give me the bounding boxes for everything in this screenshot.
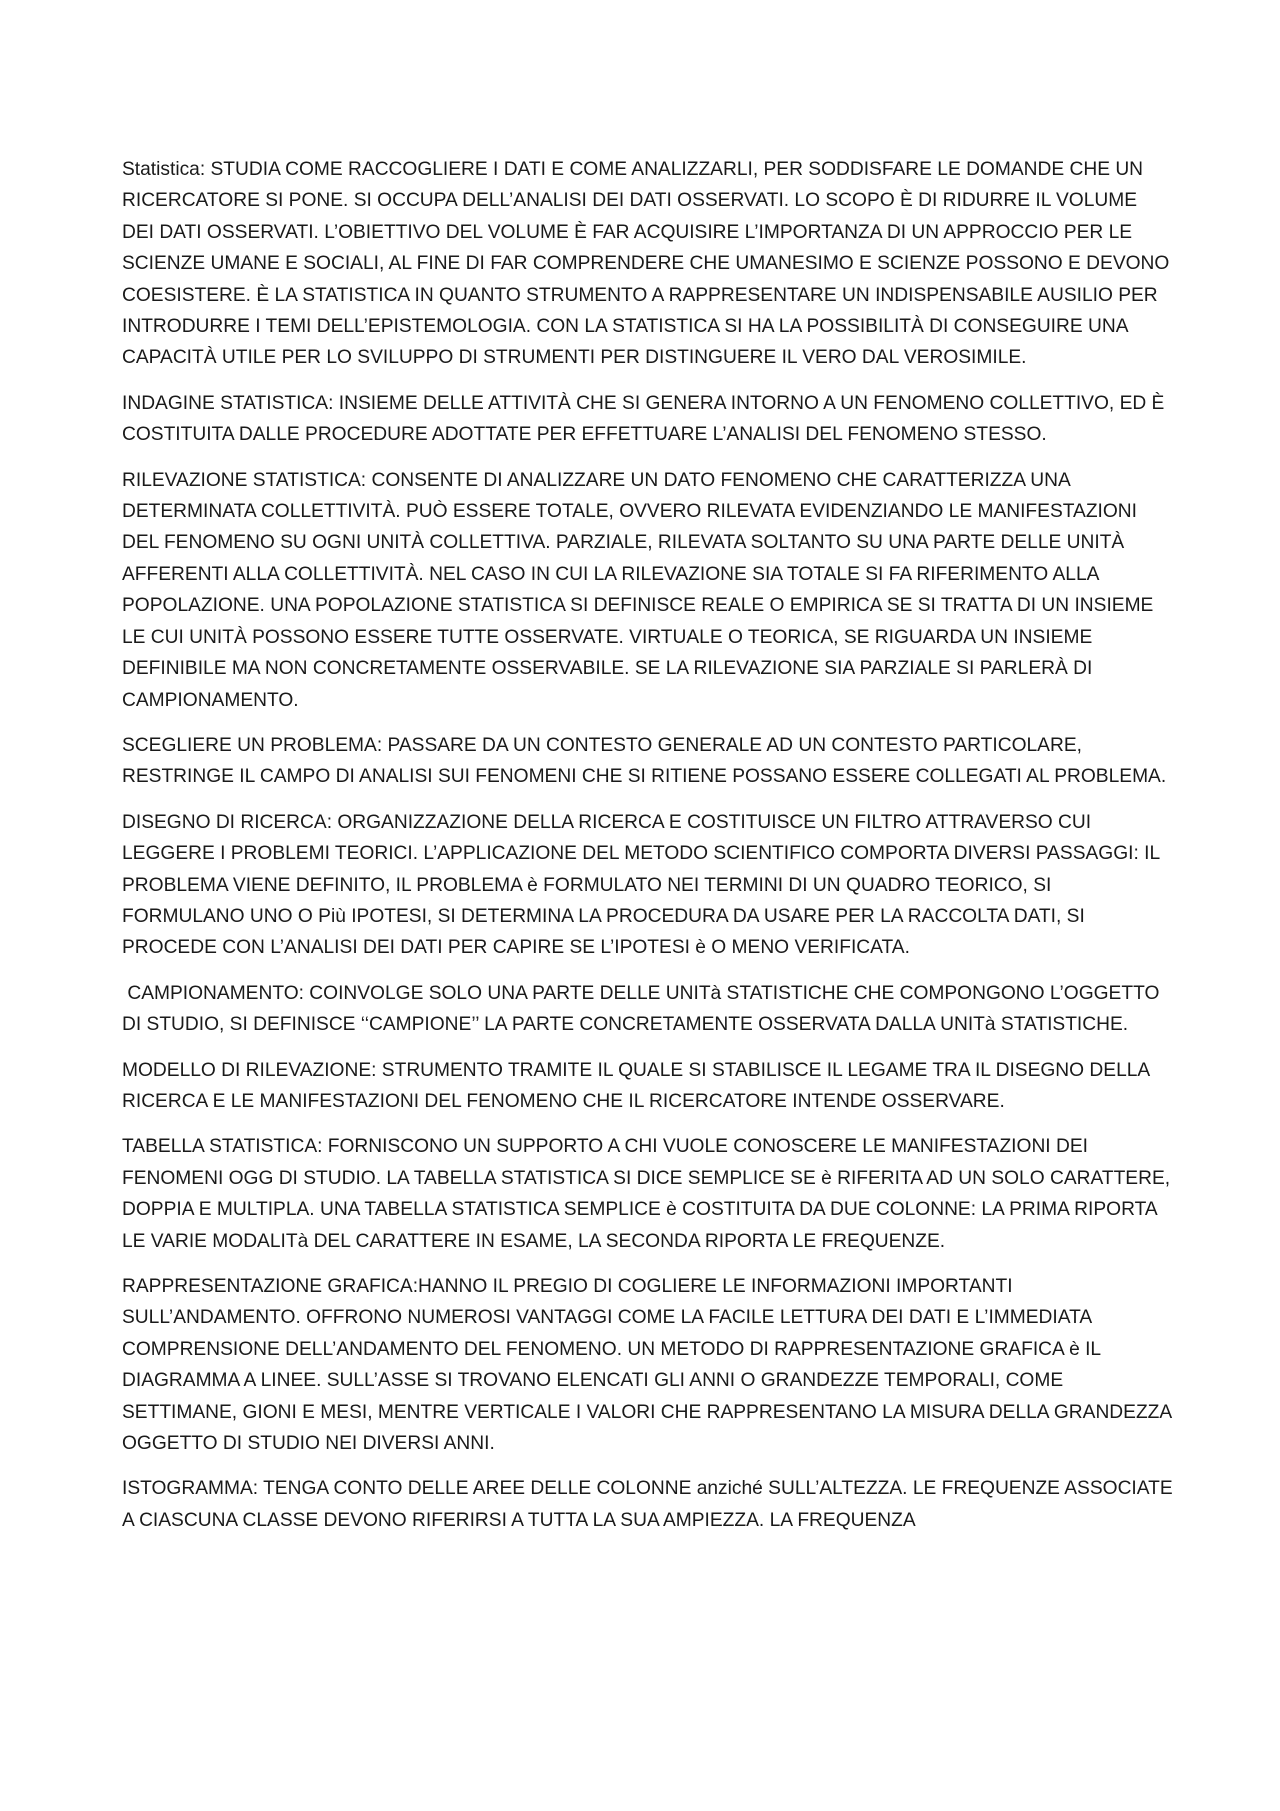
- paragraph-rappresentazione-grafica: RAPPRESENTAZIONE GRAFICA:HANNO IL PREGIO DI COGLIERE LE INFORMAZIONI IMPORTANTI SULL’ANDAMENTO. OFFRONO NUMEROSI VANTAGGI COME LA FACILE LETTURA DEI DATI E L’IMMEDIATA COMPRENSIONE DELL’ANDAMENTO DEL FENOMENO. UN METODO DI RAPPRESENTAZIONE GRAFICA è IL DIAGRAMMA A LINEE. SULL’ASSE SI TROVANO ELENCATI GLI ANNI O GRANDEZZE TEMPORALI, COME SETTIMANE, GIONI E MESI, MENTRE VERTICALE I VALORI CHE RAPPRESENTANO LA MISURA DELLA GRANDEZZA OGGETTO DI STUDIO NEI DIVERSI ANNI.: [122, 1276, 1177, 1455]
- paragraph-tabella-statistica: TABELLA STATISTICA: FORNISCONO UN SUPPORTO A CHI VUOLE CONOSCERE LE MANIFESTAZIONI DEI FENOMENI OGG DI STUDIO. LA TABELLA STATISTICA SI DICE SEMPLICE SE è RIFERITA AD UN SOLO CARATTERE, DOPPIA E MULTIPLA. UNA TABELLA STATISTICA SEMPLICE è COSTITUITA DA DUE COLONNE: LA PRIMA RIPORTA LE VARIE MODALITà DEL CARATTERE IN ESAME, LA SECONDA RIPORTA LE FREQUENZE.: [122, 1136, 1176, 1252]
- paragraph-istogramma: ISTOGRAMMA: TENGA CONTO DELLE AREE DELLE COLONNE anziché SULL’ALTEZZA. LE FREQUENZE ASSOCIATE A CIASCUNA CLASSE DEVONO RIFERIRSI A TUTTA LA SUA AMPIEZZA. LA FREQUENZA: [122, 1478, 1177, 1531]
- paragraph-disegno-di-ricerca: DISEGNO DI RICERCA: ORGANIZZAZIONE DELLA RICERCA E COSTITUISCE UN FILTRO ATTRAVERSO CUI LEGGERE I PROBLEMI TEORICI. L’APPLICAZIONE DEL METODO SCIENTIFICO COMPORTA DIVERSI PASSAGGI: IL PROBLEMA VIENE DEFINITO, IL PROBLEMA è FORMULATO NEI TERMINI DI UN QUADRO TEORICO, SI FORMULANO UNO O Più IPOTESI, SI DETERMINA LA PROCEDURA DA USARE PER LA RACCOLTA DATI, SI PROCEDE CON L’ANALISI DEI DATI PER CAPIRE SE L’IPOTESI è O MENO VERIFICATA.: [122, 811, 1165, 959]
- document-body: [122, 154, 1177, 1550]
- paragraph-campionamento: CAMPIONAMENTO: COINVOLGE SOLO UNA PARTE DELLE UNITà STATISTICHE CHE COMPONGONO L’OGGETTO DI STUDIO, SI DEFINISCE ‘‘CAMPIONE’’ LA PARTE CONCRETAMENTE OSSERVATA DALLA UNITà STATISTICHE.: [122, 982, 1165, 1036]
- paragraph-indagine-statistica: INDAGINE STATISTICA: INSIEME DELLE ATTIVITÀ CHE SI GENERA INTORNO A UN FENOMENO COLLETTIVO, ED È COSTITUITA DALLE PROCEDURE ADOTTATE PER EFFETTUARE L’ANALISI DEL FENOMENO STESSO.: [122, 392, 1170, 446]
- paragraph-statistica: Statistica: STUDIA COME RACCOGLIERE I DATI E COME ANALIZZARLI, PER SODDISFARE LE DOMANDE CHE UN RICERCATORE SI PONE. SI OCCUPA DELL’ANALISI DEI DATI OSSERVATI. LO SCOPO È DI RIDURRE IL VOLUME DEI DATI OSSERVATI. L’OBIETTIVO DEL VOLUME È FAR ACQUISIRE L’IMPORTANZA DI UN APPROCCIO PER LE SCIENZE UMANE E SOCIALI, AL FINE DI FAR COMPRENDERE CHE UMANESIMO E SCIENZE POSSONO E DEVONO COESISTERE. È LA STATISTICA IN QUANTO STRUMENTO A RAPPRESENTARE UN INDISPENSABILE AUSILIO PER INTRODURRE I TEMI DELL’EPISTEMOLOGIA. CON LA STATISTICA SI HA LA POSSIBILITÀ DI CONSEGUIRE UNA CAPACITÀ UTILE PER LO SVILUPPO DI STRUMENTI PER DISTINGUERE IL VERO DAL VEROSIMILE.: [122, 159, 1175, 369]
- paragraph-modello-di-rilevazione: MODELLO DI RILEVAZIONE: STRUMENTO TRAMITE IL QUALE SI STABILISCE IL LEGAME TRA IL DISEGNO DELLA RICERCA E LE MANIFESTAZIONI DEL FENOMENO CHE IL RICERCATORE INTENDE OSSERVARE.: [122, 1059, 1155, 1112]
- paragraph-rilevazione-statistica: RILEVAZIONE STATISTICA: CONSENTE DI ANALIZZARE UN DATO FENOMENO CHE CARATTERIZZA UNA DETERMINATA COLLETTIVITÀ. PUÒ ESSERE TOTALE, OVVERO RILEVATA EVIDENZIANDO LE MANIFESTAZIONI DEL FENOMENO SU OGNI UNITÀ COLLETTIVA. PARZIALE, RILEVATA SOLTANTO SU UNA PARTE DELLE UNITÀ AFFERENTI ALLA COLLETTIVITÀ. NEL CASO IN CUI LA RILEVAZIONE SIA TOTALE SI FA RIFERIMENTO ALLA POPOLAZIONE. UNA POPOLAZIONE STATISTICA SI DEFINISCE REALE O EMPIRICA SE SI TRATTA DI UN INSIEME LE CUI UNITÀ POSSONO ESSERE TUTTE OSSERVATE. VIRTUALE O TEORICA, SE RIGUARDA UN INSIEME DEFINIBILE MA NON CONCRETAMENTE OSSERVABILE. SE LA RILEVAZIONE SIA PARZIALE SI PARLERÀ DI CAMPIONAMENTO.: [122, 469, 1159, 711]
- paragraph-scegliere-un-problema: SCEGLIERE UN PROBLEMA: PASSARE DA UN CONTESTO GENERALE AD UN CONTESTO PARTICOLARE, RESTRINGE IL CAMPO DI ANALISI SUI FENOMENI CHE SI RITIENE POSSANO ESSERE COLLEGATI AL PROBLEMA.: [122, 734, 1167, 788]
